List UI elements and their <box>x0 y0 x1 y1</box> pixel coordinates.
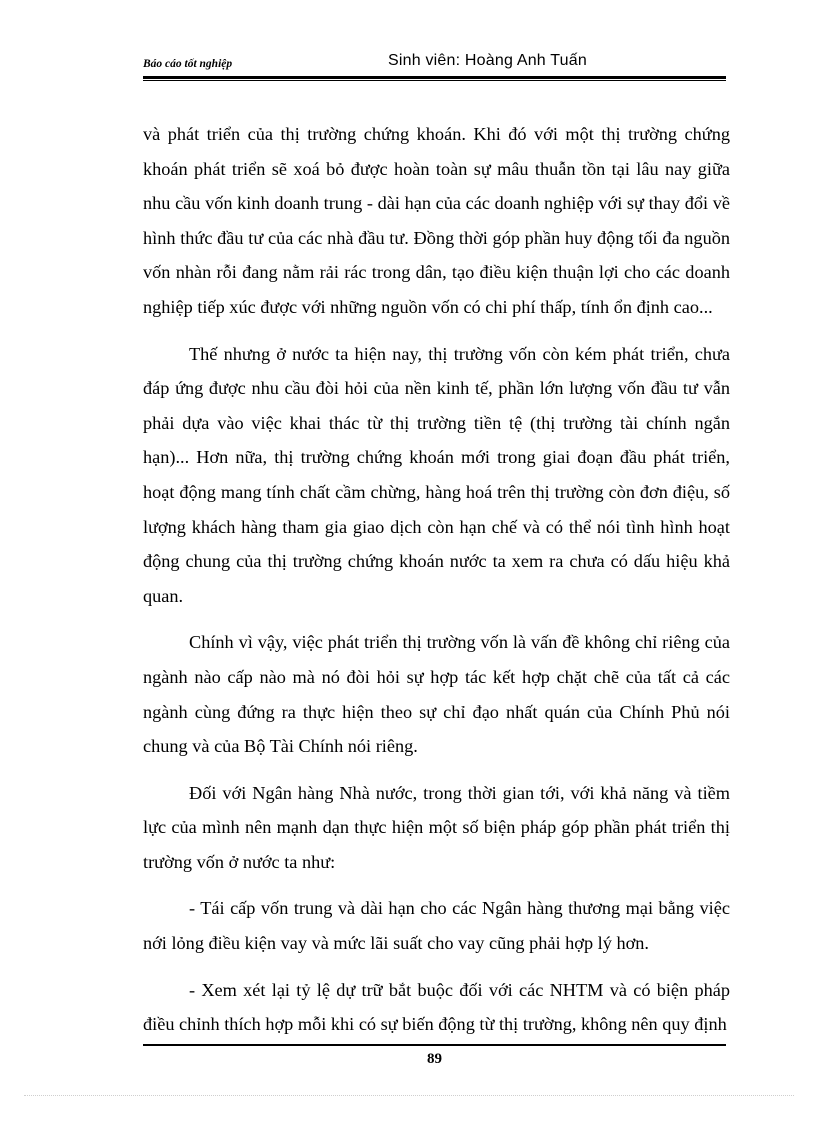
header-rule-thick <box>143 76 726 79</box>
page-number: 89 <box>427 1051 442 1067</box>
list-item: - Tái cấp vốn trung và dài hạn cho các Ngân hàng thương mại bằng việc nới lỏng điều kiện vay và mức lãi suất cho vay cũng phải hợp lý hơn. <box>143 898 730 954</box>
paragraph-continuation: và phát triển của thị trường chứng khoán. Khi đó với một thị trường chứng khoán phát triển sẽ xoá bỏ được hoàn toàn sự mâu thuẫn tồn tại lâu nay giữa nhu cầu vốn kinh doanh trung - dài hạn của các doanh nghiệp với sự thay đổi về hình thức đầu tư của các nhà đầu tư. Đồng thời góp phần huy động tối đa nguồn vốn nhàn rỗi đang nằm rải rác trong dân, tạo điều kiện thuận lợi cho các doanh nghiệp tiếp xúc được với những nguồn vốn có chi phí thấp, tính ổn định cao... <box>143 124 730 317</box>
header-rule-thin <box>143 80 726 81</box>
list-item: - Xem xét lại tỷ lệ dự trữ bắt buộc đối với các NHTM và có biện pháp điều chỉnh thích hợp mỗi khi có sự biến động từ thị trường, không nên quy định <box>143 979 730 1035</box>
footer-rule <box>143 1044 726 1046</box>
page-edge-divider <box>24 1095 794 1096</box>
paragraph: Đối với Ngân hàng Nhà nước, trong thời gian tới, với khả năng và tiềm lực của mình nên mạnh dạn thực hiện một số biện pháp góp phần phát triển thị trường vốn ở nước ta như: <box>143 782 730 872</box>
body-text <box>143 117 730 1042</box>
report-title: Báo cáo tốt nghiệp <box>143 58 233 70</box>
paragraph: Thế nhưng ở nước ta hiện nay, thị trường vốn còn kém phát triển, chưa đáp ứng được nhu cầu đòi hỏi của nền kinh tế, phần lớn lượng vốn đầu tư vẫn phải dựa vào việc khai thác từ thị trường tiền tệ (thị trường tài chính ngắn hạn)... Hơn nữa, thị trường chứng khoán mới trong giai đoạn đầu phát triển, hoạt động mang tính chất cầm chừng, hàng hoá trên thị trường còn đơn điệu, số lượng khách hàng tham gia giao dịch còn hạn chế và có thể nói tình hình hoạt động chung của thị trường chứng khoán nước ta xem ra chưa có dấu hiệu khả quan. <box>143 343 730 606</box>
student-name: Sinh viên: Hoàng Anh Tuấn <box>388 52 587 69</box>
paragraph: Chính vì vậy, việc phát triển thị trường vốn là vấn đề không chỉ riêng của ngành nào cấp nào mà nó đòi hỏi sự hợp tác kết hợp chặt chẽ của tất cả các ngành cùng đứng ra thực hiện theo sự chỉ đạo nhất quán của Chính Phủ nói chung và của Bộ Tài Chính nói riêng. <box>143 632 730 757</box>
